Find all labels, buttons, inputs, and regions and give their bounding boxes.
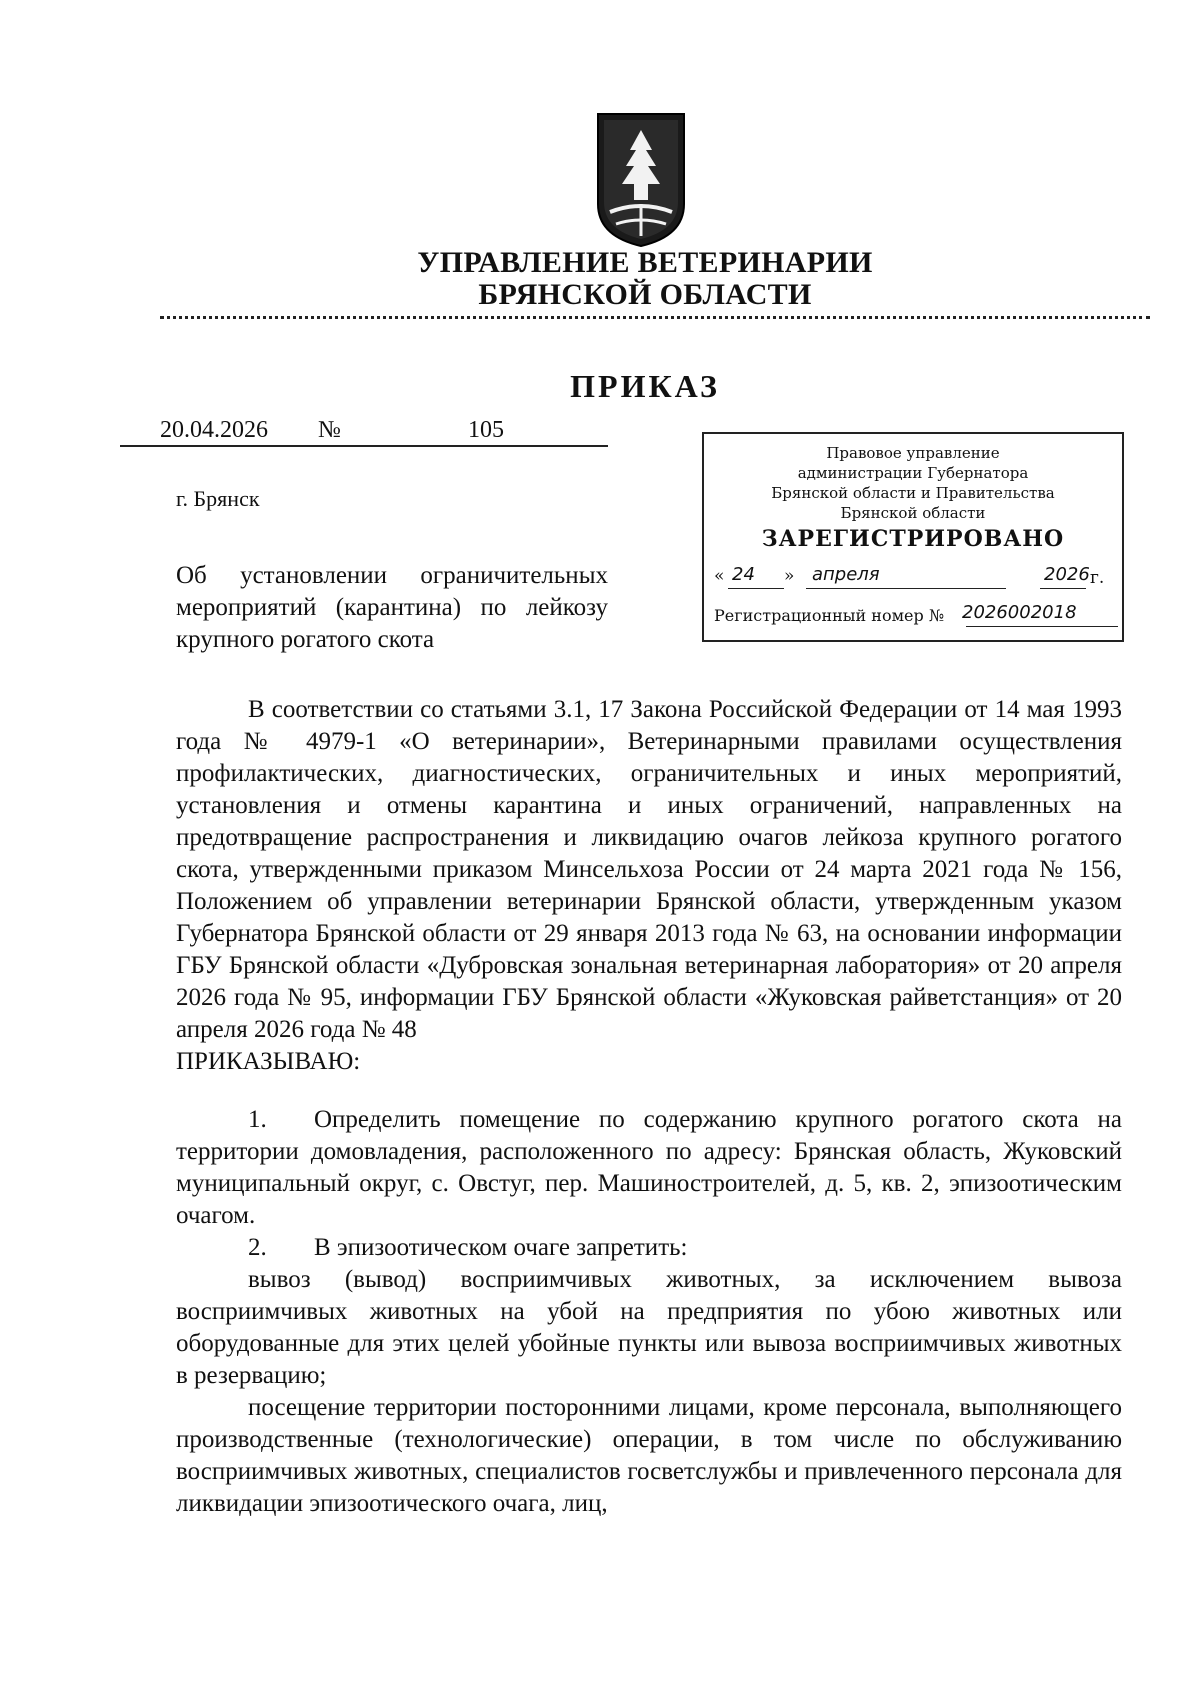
date-number-line bbox=[120, 417, 608, 447]
stamp-quote-close: » bbox=[784, 566, 795, 586]
stamp-quote-open: « bbox=[714, 566, 725, 586]
stamp-month-underline bbox=[806, 588, 1006, 589]
order-item-1 bbox=[176, 1104, 1122, 1232]
document-date: 20.04.2026 bbox=[160, 417, 268, 443]
order-item-2 bbox=[176, 1232, 1122, 1264]
document-body bbox=[176, 694, 1122, 1520]
stamp-date-line bbox=[714, 564, 1112, 590]
stamp-reg-number-underline bbox=[966, 626, 1118, 627]
order-item-2-number: 2. bbox=[248, 1234, 267, 1261]
stamp-registered-label: ЗАРЕГИСТРИРОВАНО bbox=[761, 526, 1065, 552]
stamp-registration-number-line bbox=[714, 602, 1114, 628]
coat-of-arms-icon bbox=[590, 108, 692, 250]
registration-stamp bbox=[702, 432, 1124, 642]
order-item-2-clause-a: вывоз (вывод) восприимчивых животных, за исключением вывоза восприимчивых животных на убой на предприятия по убою животных или оборудованные для этих целей убойные пункты или вывоза восприимчивых животных в резервацию; bbox=[176, 1266, 1122, 1389]
stamp-reg-number-label: Регистрационный номер № bbox=[714, 606, 944, 625]
organization-name-line2: БРЯНСКОЙ ОБЛАСТИ bbox=[478, 278, 812, 311]
order-item-1-number: 1. bbox=[248, 1106, 267, 1133]
order-item-1-text: Определить помещение по содержанию крупного рогатого скота на территории домовладения, расположенного по адресу: Брянская область, Жуковский муниципальный округ, с. Овстуг, пер. Машиностроителей, д. 5, кв. 2, эпизоотическим очагом. bbox=[176, 1106, 1122, 1229]
stamp-reg-number: 2026002018 bbox=[962, 602, 1077, 623]
order-item-2-text: В эпизоотическом очаге запретить: bbox=[314, 1234, 688, 1261]
document-number: 105 bbox=[468, 417, 504, 443]
stamp-year: 2026 bbox=[1044, 564, 1090, 585]
stamp-line-2: администрации Губернатора bbox=[797, 464, 1029, 482]
stamp-year-suffix: г. bbox=[1090, 568, 1105, 588]
stamp-month: апреля bbox=[812, 564, 880, 585]
stamp-line-1: Правовое управление bbox=[826, 444, 1000, 462]
stamp-year-underline bbox=[1040, 588, 1086, 589]
preamble-paragraph: В соответствии со статьями 3.1, 17 Закона Российской Федерации от 14 мая 1993 года № 4979-1 «О ветеринарии», Ветеринарными правилами осуществления профилактических, диагностических, ограничительных и иных мероприятий, установления и отмены карантина и иных ограничений, направленных на предотвращение распространения и ликвидацию очагов лейкоза крупного рогатого скота, утвержденными приказом Минсельхоза России от 24 марта 2021 года № 156, Положением об управлении ветеринарии Брянской области, утвержденным указом Губернатора Брянской области от 29 января 2013 года № 63, на основании информации ГБУ Брянской области «Дубровская зональная ветеринарная лаборатория» от 20 апреля 2026 года № 95, информации ГБУ Брянской области «Жуковская райветстанция» от 20 апреля 2026 года № 48 bbox=[176, 696, 1122, 1043]
document-title: ПРИКАЗ bbox=[570, 368, 720, 404]
organization-name-line1: УПРАВЛЕНИЕ ВЕТЕРИНАРИИ bbox=[417, 246, 873, 279]
order-item-2-clause-b: посещение территории посторонними лицами, кроме персонала, выполняющего производственные (технологические) операции, в том числе по обслуживанию восприимчивых животных, специалистов госветслужбы и привлеченного персонала для ликвидации эпизоотического очага, лиц, bbox=[176, 1394, 1122, 1517]
stamp-day: 24 bbox=[732, 564, 755, 585]
document-subject: Об установлении ограничительных мероприятий (карантина) по лейкозу крупного рогатого скота bbox=[176, 562, 608, 653]
stamp-day-underline bbox=[728, 588, 784, 589]
stamp-line-3: Брянской области и Правительства bbox=[771, 484, 1055, 502]
header-dotted-divider bbox=[160, 316, 1150, 319]
stamp-line-4: Брянской области bbox=[840, 504, 986, 522]
document-city: г. Брянск bbox=[176, 486, 260, 511]
number-sign: № bbox=[318, 417, 341, 443]
order-word: ПРИКАЗЫВАЮ: bbox=[176, 1048, 361, 1075]
